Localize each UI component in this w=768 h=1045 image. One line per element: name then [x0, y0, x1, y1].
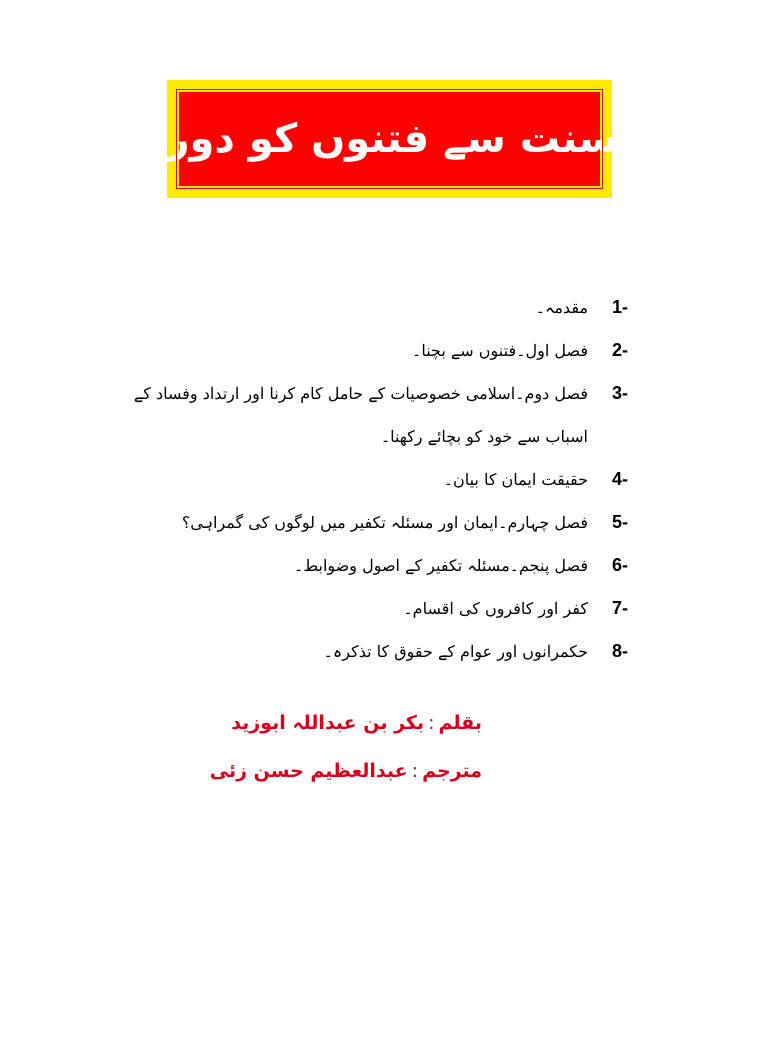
- contents-item: [108, 329, 628, 372]
- translator-label: مترجم: [422, 760, 482, 782]
- contents-item: [108, 372, 628, 415]
- contents-item-text: کفر اور کافروں کی اقسام۔: [403, 599, 588, 618]
- title-banner: [74, 80, 705, 198]
- contents-item-number: 1-: [611, 297, 628, 317]
- contents-item-text: حکمرانوں اور عوام کے حقوق کا تذکرہ۔: [323, 642, 588, 661]
- contents-item-text: فصل پنجم۔مسئلہ تکفیر کے اصول وضوابط۔: [293, 556, 588, 575]
- contents-item-text: مقدمہ۔: [535, 298, 588, 317]
- contents-item-number: 6-: [611, 555, 628, 575]
- title-banner-inner: [74, 90, 705, 188]
- translator-name: عبدالعظیم حسن زئی: [209, 760, 408, 782]
- translator-line: [210, 760, 482, 782]
- contents-item-number: 2-: [611, 340, 628, 360]
- contents-item-text: اسباب سے خود کو بچائے رکھنا۔: [380, 427, 588, 446]
- contents-item-number: 7-: [611, 598, 628, 618]
- table-of-contents: [108, 286, 628, 673]
- contents-item-number: 4-: [611, 469, 628, 489]
- contents-item-text: فصل اول۔فتنوں سے بچنا۔: [411, 341, 588, 360]
- contents-item: [108, 501, 628, 544]
- author-colon: :: [428, 712, 435, 734]
- contents-item-number: 5-: [611, 512, 628, 532]
- author-name: بکر بن عبداللہ ابوزید: [231, 712, 425, 734]
- author-label: بقلم: [438, 712, 482, 734]
- contents-item: [108, 587, 628, 630]
- contents-item-text: حقیقت ایمان کا بیان۔: [443, 470, 588, 489]
- contents-item-number: 3-: [611, 383, 628, 403]
- contents-item: [108, 544, 628, 587]
- contents-item: [108, 286, 628, 329]
- contents-item-text: فصل دوم۔اسلامی خصوصیات کے حامل کام کرنا اور ارتداد وفساد کے: [133, 384, 588, 403]
- document-title: اہل سنت سے فتنوں کو دور کرنا: [74, 116, 705, 162]
- contents-item: [108, 630, 628, 673]
- contents-item: [108, 458, 628, 501]
- translator-colon: :: [411, 760, 419, 782]
- contents-item-continuation: [108, 415, 628, 458]
- author-line: [231, 712, 482, 734]
- contents-item-number: 8-: [611, 641, 628, 661]
- contents-item-text: فصل چہارم۔ایمان اور مسئلہ تکفیر میں لوگوں کی گمراہی؟: [181, 513, 588, 532]
